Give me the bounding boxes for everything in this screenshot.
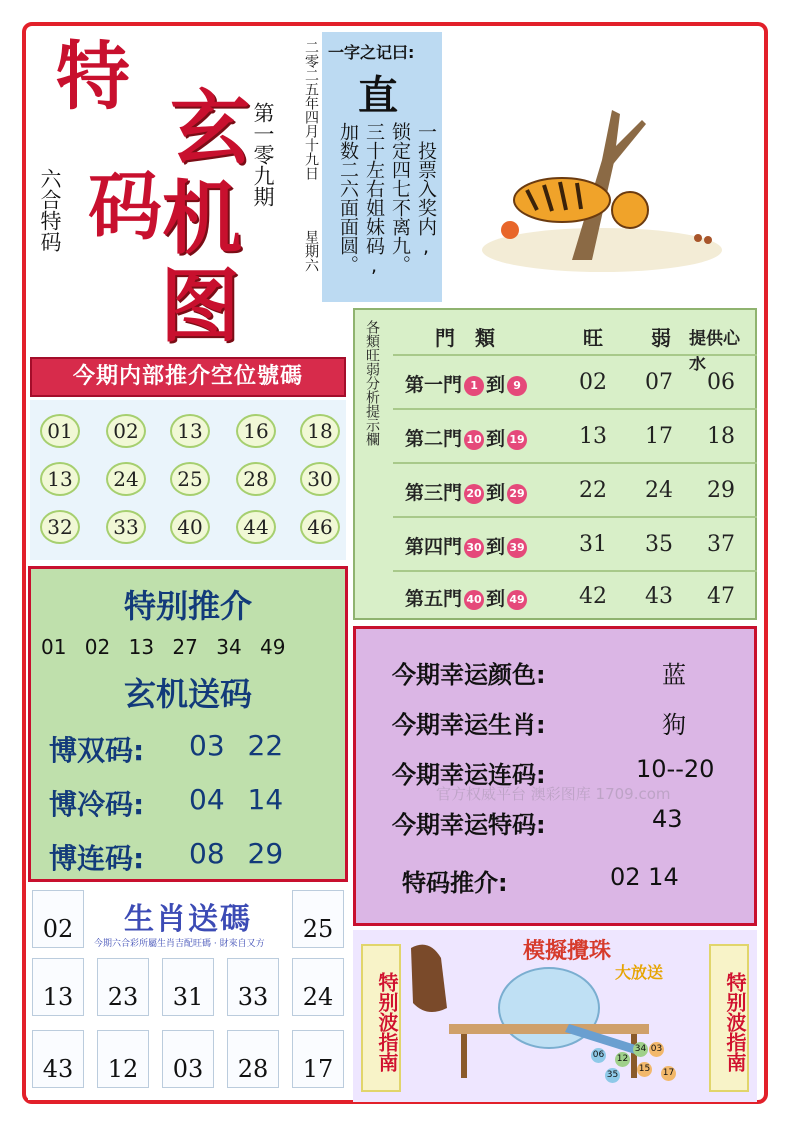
gate-extra: 47 <box>707 584 735 609</box>
special-numbers: 01 02 13 27 34 49 <box>41 635 286 659</box>
gate-row <box>393 516 757 572</box>
recommend-ball: 13 <box>40 462 80 496</box>
gate-wang: 42 <box>579 584 607 609</box>
lucky-zodiac-label: 今期幸运生肖: <box>392 711 546 739</box>
lotto-ball: 34 <box>633 1042 648 1057</box>
gate-header-wang: 旺 <box>583 326 603 350</box>
lotto-ball: 12 <box>615 1052 630 1067</box>
recommend-banner: 今期内部推介空位號碼 <box>30 357 346 397</box>
special-row-label: 博连码: <box>49 842 145 875</box>
lotto-ball: 35 <box>605 1068 620 1083</box>
lucky-consecutive-value: 10--20 <box>636 755 715 783</box>
gate-table <box>353 308 757 620</box>
recommend-grid <box>30 400 346 560</box>
lotto-panel <box>353 930 757 1102</box>
riddle-box <box>322 32 442 302</box>
gate-row-label: 第二門 10 到 19 <box>405 424 529 451</box>
lotto-ball: 17 <box>661 1066 676 1081</box>
gate-extra: 18 <box>707 424 735 449</box>
zodiac-cell: 33 <box>227 958 279 1016</box>
gate-wang: 31 <box>579 532 607 557</box>
gate-header-ruo: 弱 <box>651 326 671 350</box>
special-row-values: 04 14 <box>189 783 284 816</box>
side-label: 六合特码 <box>38 168 62 252</box>
gate-wang: 22 <box>579 478 607 503</box>
zodiac-cell: 13 <box>32 958 84 1016</box>
recommend-ball: 01 <box>40 414 80 448</box>
right-tag: 特别波指南 <box>709 944 749 1092</box>
lucky-zodiac-value: 狗 <box>662 711 686 739</box>
lucky-color-value: 蓝 <box>662 661 686 689</box>
riddle-char: 直 <box>358 72 398 119</box>
riddle-line-2: 锁定四七不离九。 <box>389 122 411 274</box>
special-row-label: 博双码: <box>49 734 145 767</box>
gate-ruo: 17 <box>645 424 673 449</box>
special-recommend-value: 02 14 <box>610 863 679 891</box>
riddle-line-3: 三十左右姐妹码, <box>363 122 385 277</box>
recommend-ball: 30 <box>300 462 340 496</box>
zodiac-cell: 02 <box>32 890 84 948</box>
recommend-ball: 25 <box>170 462 210 496</box>
zodiac-cell: 03 <box>162 1030 214 1088</box>
gate-extra: 37 <box>707 532 735 557</box>
gate-side-label: 各類旺弱分析提示欄 <box>364 320 380 446</box>
title-te: 特 <box>56 34 130 120</box>
title-ji: 机 <box>162 171 242 265</box>
gate-extra: 29 <box>707 478 735 503</box>
title-xuan: 玄 <box>170 81 250 175</box>
zodiac-cell: 25 <box>292 890 344 948</box>
watermark: 官方权威平台 澳彩图库 1709.com <box>436 785 671 803</box>
special-row-values: 08 29 <box>189 837 284 870</box>
recommend-ball: 46 <box>300 510 340 544</box>
title-tu: 图 <box>160 259 240 353</box>
special-subtitle: 玄机送码 <box>123 675 252 713</box>
tiger-illustration <box>452 90 742 300</box>
riddle-line-1: 一投票入奖内, <box>415 122 437 258</box>
gate-row <box>393 354 757 410</box>
lotto-ball: 06 <box>591 1048 606 1063</box>
gate-row-label: 第一門 1 到 9 <box>405 370 529 397</box>
gate-ruo: 24 <box>645 478 673 503</box>
title-ma: 码 <box>88 164 162 250</box>
recommend-ball: 18 <box>300 414 340 448</box>
gate-header-extra: 提供心水 <box>689 329 740 374</box>
zodiac-cell: 43 <box>32 1030 84 1088</box>
recommend-ball: 33 <box>106 510 146 544</box>
issue-date: 二零二五年四月十九日 <box>303 40 319 180</box>
lotto-ball: 03 <box>649 1042 664 1057</box>
recommend-ball: 24 <box>106 462 146 496</box>
gate-wang: 13 <box>579 424 607 449</box>
special-panel <box>28 566 348 882</box>
riddle-line-4: 加数二六面面圆。 <box>337 122 359 274</box>
gate-header-category: 門 類 <box>435 326 495 350</box>
gate-row-label: 第三門 20 到 29 <box>405 478 529 505</box>
special-title: 特别推介 <box>123 587 252 625</box>
gate-row <box>393 570 757 620</box>
zodiac-cell: 28 <box>227 1030 279 1088</box>
gate-row <box>393 462 757 518</box>
riddle-heading: 一字之记曰: <box>328 43 415 62</box>
left-tag: 特别波指南 <box>361 944 401 1092</box>
gate-extra: 06 <box>707 370 735 395</box>
lucky-consecutive-label: 今期幸运连码: <box>392 761 546 789</box>
gate-ruo: 07 <box>645 370 673 395</box>
gate-ruo: 43 <box>645 584 673 609</box>
gate-row-label: 第五門 40 到 49 <box>405 584 529 611</box>
gate-wang: 02 <box>579 370 607 395</box>
recommend-ball: 40 <box>170 510 210 544</box>
special-recommend-label: 特码推介: <box>402 869 508 897</box>
special-row-label: 博冷码: <box>49 788 145 821</box>
lotto-title: 模擬攪珠 <box>523 939 612 964</box>
gate-row <box>393 408 757 464</box>
recommend-ball: 13 <box>170 414 210 448</box>
zodiac-cell: 17 <box>292 1030 344 1088</box>
zodiac-cell: 24 <box>292 958 344 1016</box>
lotto-subtitle: 大放送 <box>615 963 664 982</box>
lucky-color-label: 今期幸运颜色: <box>392 661 546 689</box>
recommend-ball: 16 <box>236 414 276 448</box>
recommend-ball: 02 <box>106 414 146 448</box>
lotto-ball: 15 <box>637 1062 652 1077</box>
zodiac-panel <box>28 886 348 1100</box>
lucky-special-label: 今期幸运特码: <box>392 811 546 839</box>
lucky-panel <box>353 626 757 926</box>
issue-number: 第一零九期 <box>251 102 275 207</box>
recommend-ball: 28 <box>236 462 276 496</box>
zodiac-cell: 23 <box>97 958 149 1016</box>
special-row-values: 03 22 <box>189 729 284 762</box>
gate-row-label: 第四門 30 到 39 <box>405 532 529 559</box>
zodiac-subtitle: 今期六合彩所屬生肖吉配旺碼 · 財來自又方 <box>94 939 265 949</box>
zodiac-cell: 31 <box>162 958 214 1016</box>
zodiac-title: 生肖送碼 <box>124 902 252 937</box>
recommend-ball: 44 <box>236 510 276 544</box>
lucky-special-value: 43 <box>652 805 683 833</box>
issue-weekday: 星期六 <box>303 230 319 272</box>
zodiac-cell: 12 <box>97 1030 149 1088</box>
recommend-ball: 32 <box>40 510 80 544</box>
gate-ruo: 35 <box>645 532 673 557</box>
